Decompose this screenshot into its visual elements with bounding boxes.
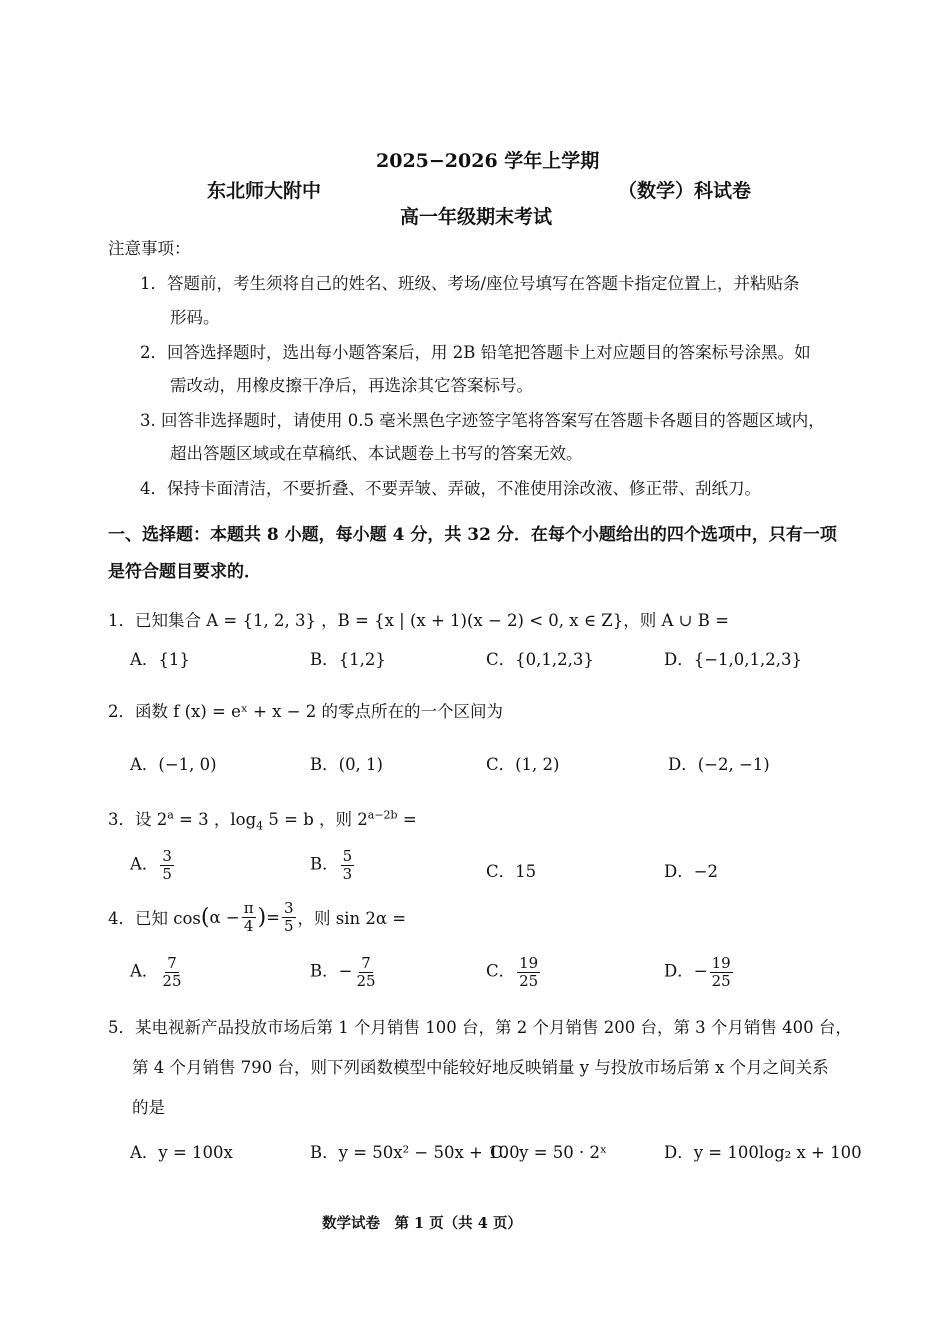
- question-1-option-c: C．{0,1,2,3}: [486, 650, 594, 669]
- notice-item-1-line2: 形码。: [170, 308, 220, 327]
- section-heading-line2: 是符合题目要求的．: [108, 562, 261, 582]
- fraction: $\frac{\pi}{4}$: [243, 899, 254, 935]
- question-4-option-a: A． $\frac{7}{25}$: [130, 954, 182, 990]
- question-2-option-a: A．(−1, 0): [130, 755, 217, 774]
- question-3-option-a: A． $\frac{3}{5}$: [130, 847, 172, 883]
- school-name: 东北师大附中: [207, 180, 322, 202]
- question-3-stem: 3．设 $2^a = 3$ ，$\log_4 5 = b$ ，则 $2^{a-2b}$ =: [108, 808, 417, 833]
- fraction: $\frac{7}{25}$: [356, 954, 376, 990]
- section-heading-line1: 一、选择题：本题共 8 小题，每小题 4 分，共 32 分．在每个小题给出的四个选项中，只有一项: [108, 525, 837, 545]
- fraction: $\frac{19}{25}$: [711, 954, 731, 990]
- question-5-option-a: A．y = 100x: [130, 1143, 233, 1162]
- question-1-option-d: D．{−1,0,1,2,3}: [664, 650, 803, 669]
- question-5-line2: 第 4 个月销售 790 台，则下列函数模型中能较好地反映销量 y 与投放市场后第 x 个月之间关系: [132, 1058, 829, 1077]
- question-5-line1: 5．某电视新产品投放市场后第 1 个月销售 100 台，第 2 个月销售 200 台，第 3 个月销售 400 台，: [108, 1018, 852, 1037]
- page-footer: 数学试卷 第 1 页（共 4 页）: [322, 1215, 522, 1232]
- question-3-option-c: C．15: [486, 862, 537, 881]
- subject-title: （数学）科试卷: [618, 180, 752, 202]
- question-2-option-c: C．(1, 2): [486, 755, 560, 774]
- fraction: $\frac{3}{5}$: [283, 899, 294, 935]
- question-4-stem: 4．已知 cos ( α − $\frac{\pi}{4}$ ) = $\frac{3}{5}$ ，则 sin 2α =: [108, 899, 407, 935]
- question-2-stem: 2．函数 f (x) = eˣ + x − 2 的零点所在的一个区间为: [108, 702, 504, 721]
- question-1-option-b: B．{1,2}: [310, 650, 386, 669]
- question-5-option-c: C．y = 50 · 2ˣ: [490, 1143, 607, 1162]
- fraction: $\frac{19}{25}$: [519, 954, 539, 990]
- fraction: $\frac{7}{25}$: [162, 954, 182, 990]
- notice-item-4-line1: 4．保持卡面清洁，不要折叠、不要弄皱、弄破，不准使用涂改液、修正带、刮纸刀。: [140, 479, 761, 498]
- question-4-option-c: C． $\frac{19}{25}$: [486, 954, 539, 990]
- exam-name: 高一年级期末考试: [400, 206, 553, 228]
- question-2-option-d: D．(−2, −1): [668, 755, 770, 774]
- question-4-option-b: B．− $\frac{7}{25}$: [310, 954, 376, 990]
- question-3-option-b: B． $\frac{5}{3}$: [310, 847, 353, 883]
- question-1-stem: 1．已知集合 A = {1, 2, 3} ，B = {x | (x + 1)(x − 2) < 0, x ∈ Z}，则 A ∪ B =: [108, 611, 729, 630]
- question-5-line3: 的是: [132, 1098, 165, 1117]
- question-1-option-a: A．{1}: [130, 650, 190, 669]
- notice-title: 注意事项：: [108, 239, 191, 258]
- notice-item-2-line2: 需改动，用橡皮擦干净后，再选涂其它答案标号。: [170, 376, 533, 395]
- question-4-option-d: D．− $\frac{19}{25}$: [664, 954, 731, 990]
- notice-item-2-line1: 2．回答选择题时，选出每小题答案后，用 2B 铅笔把答题卡上对应题目的答案标号涂黑。如: [140, 343, 811, 362]
- question-3-option-d: D．−2: [664, 862, 719, 881]
- question-2-option-b: B．(0, 1): [310, 755, 383, 774]
- question-5-option-b: B．y = 50x² − 50x + 100: [310, 1143, 520, 1162]
- fraction: $\frac{5}{3}$: [342, 847, 353, 883]
- notice-item-1-line1: 1．答题前，考生须将自己的姓名、班级、考场/座位号填写在答题卡指定位置上，并粘贴条: [140, 274, 800, 293]
- notice-item-3-line1: 3. 回答非选择题时，请使用 0.5 毫米黑色字迹签字笔将答案写在答题卡各题目的答题区域内，: [140, 411, 825, 430]
- notice-item-3-line2: 超出答题区域或在草稿纸、本试题卷上书写的答案无效。: [170, 444, 583, 463]
- question-5-option-d: D．y = 100log₂ x + 100: [664, 1143, 862, 1162]
- fraction: $\frac{3}{5}$: [162, 847, 172, 883]
- exam-term: 2025−2026 学年上学期: [376, 150, 600, 172]
